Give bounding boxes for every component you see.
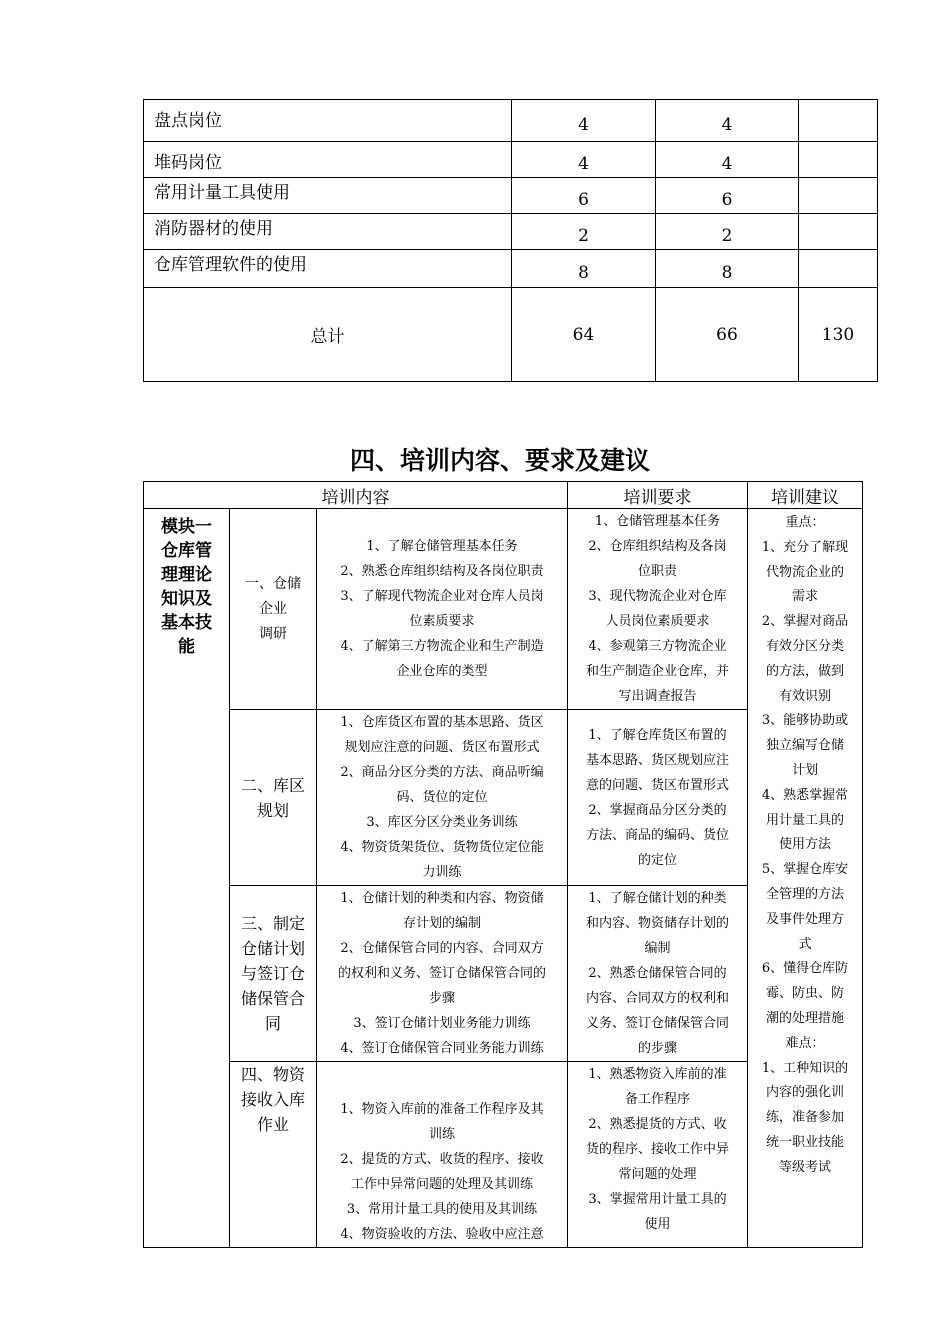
hours-table: [143, 99, 878, 382]
row-value-b: 6: [656, 178, 799, 214]
section-title: 四、培训内容、要求及建议: [349, 446, 650, 475]
unit-requirement: 1、了解仓库货区布置的 基本思路、货区规划应注 意的问题、货区布置形式 2、掌握商品分区分类的 方法、商品的编码、货位 的定位: [568, 710, 748, 886]
row-name: 常用计量工具使用: [144, 178, 512, 214]
total-value-a: 64: [512, 288, 656, 382]
row-value-a: 4: [512, 142, 656, 178]
row-name: 盘点岗位: [144, 100, 512, 142]
row-value-a: 4: [512, 100, 656, 142]
row-value-b: 4: [656, 100, 799, 142]
training-suggestion: 重点： 1、充分了解现 代物流企业的 需求 2、掌握对商品 有效分区分类 的方法，做到 有效识别 3、能够协助或 独立编写仓储 计划 4、熟悉掌握常 用计量工具的 使用方法 5、掌握仓库安 全管理的方法 及事件处理方 式 6、懂得仓库防 霉、防虫、防 潮的处理措施 难点： 1、工种知识的 内容的强化训 练，准备参加 统一职业技能 等级考试: [748, 509, 863, 1248]
table-row: [144, 178, 878, 214]
row-value-c: [799, 178, 878, 214]
row-value-b: 2: [656, 214, 799, 250]
table-row: [144, 509, 863, 710]
unit-title: 三、制定 仓储计划 与签订仓 储保管合 同: [230, 886, 317, 1062]
module-title: 模块一 仓库管 理理论 知识及 基本技 能: [144, 509, 230, 1248]
row-value-c: [799, 250, 878, 288]
table-row: [144, 142, 878, 178]
row-value-a: 6: [512, 178, 656, 214]
unit-requirement: 1、了解仓储计划的种类 和内容、物资储存计划的 编制 2、熟悉仓储保管合同的 内容、合同双方的权利和 义务、签订仓储保管合同 的步骤: [568, 886, 748, 1062]
total-value-c: 130: [799, 288, 878, 382]
row-name: 堆码岗位: [144, 142, 512, 178]
row-value-b: 4: [656, 142, 799, 178]
unit-title: 四、物资 接收入库 作业: [230, 1062, 317, 1248]
unit-requirement: 1、仓储管理基本任务 2、仓库组织结构及各岗 位职责 3、现代物流企业对仓库 人员岗位素质要求 4、参观第三方物流企业 和生产制造企业仓库，并 写出调查报告: [568, 509, 748, 710]
header-content: 培训内容: [144, 482, 568, 509]
row-value-a: 2: [512, 214, 656, 250]
unit-content: 1、了解仓储管理基本任务 2、熟悉仓库组织结构及各岗位职责 3、了解现代物流企业对仓库人员岗 位素质要求 4、了解第三方物流企业和生产制造 企业仓库的类型: [317, 509, 568, 710]
row-name: 消防器材的使用: [144, 214, 512, 250]
row-name: 仓库管理软件的使用: [144, 250, 512, 288]
total-label: 总计: [144, 288, 512, 382]
unit-title: 二、库区 规划: [230, 710, 317, 886]
table-row: [144, 214, 878, 250]
unit-title: 一、仓储 企业 调研: [230, 509, 317, 710]
row-value-c: [799, 214, 878, 250]
row-value-c: [799, 142, 878, 178]
unit-requirement: 1、熟悉物资入库前的准 备工作程序 2、熟悉提货的方式、收 货的程序、接收工作中异 常问题的处理 3、掌握常用计量工具的 使用: [568, 1062, 748, 1248]
total-row: [144, 288, 878, 382]
training-table: [143, 481, 863, 1248]
total-value-b: 66: [656, 288, 799, 382]
unit-content: 1、仓储计划的种类和内容、物资储 存计划的编制 2、仓储保管合同的内容、合同双方 的权利和义务、签订仓储保管合同的 步骤 3、签订仓储计划业务能力训练 4、签订仓储保管合同业务能力训练: [317, 886, 568, 1062]
table-row: [144, 250, 878, 288]
row-value-c: [799, 100, 878, 142]
header-requirement: 培训要求: [568, 482, 748, 509]
unit-content: 1、仓库货区布置的基本思路、货区 规划应注意的问题、货区布置形式 2、商品分区分类的方法、商品听编 码、货位的定位 3、库区分区分类业务训练 4、物资货架货位、货物货位定位能 力训练: [317, 710, 568, 886]
header-suggestion: 培训建议: [748, 482, 863, 509]
row-value-a: 8: [512, 250, 656, 288]
table-row: [144, 100, 878, 142]
unit-content: 1、物资入库前的准备工作程序及其 训练 2、提货的方式、收货的程序、接收 工作中异常问题的处理及其训练 3、常用计量工具的使用及其训练 4、物资验收的方法、验收中应注意: [317, 1062, 568, 1248]
row-value-b: 8: [656, 250, 799, 288]
